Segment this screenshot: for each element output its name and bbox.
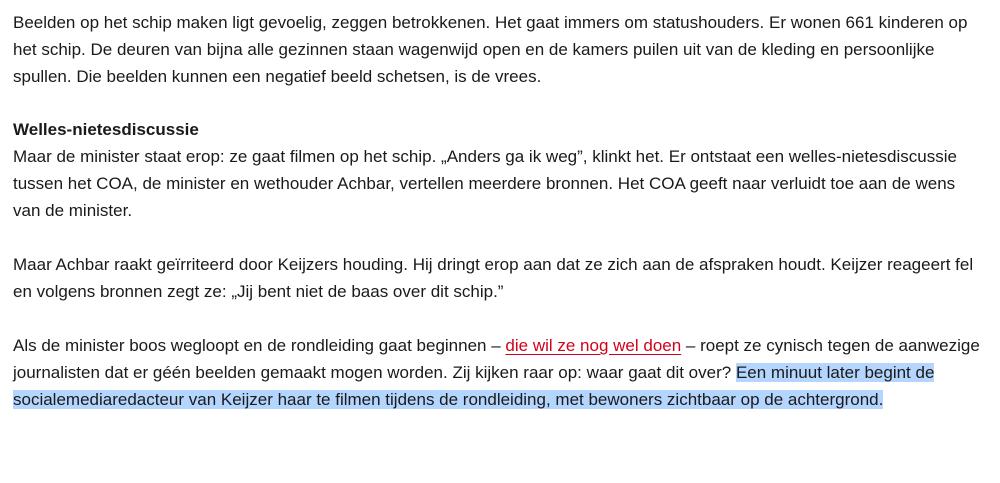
intro-paragraph: Beelden op het schip maken ligt gevoelig, zeggen betrokkenen. Het gaat immers om statushouders. Er wonen 661 kinderen op het schip. De deuren van bijna alle gezinnen staan wagenwijd open en de kamers puilen uit van de kleding en persoonlijke spullen. Die beelden kunnen een negatief beeld schetsen, is de vrees. xyxy=(13,13,968,86)
paragraph-3: Maar Achbar raakt geïrriteerd door Keijzers houding. Hij dringt erop aan dat ze zich aan de afspraken houdt. Keijzer reageert fel en volgens bronnen zegt ze: „Jij bent niet de baas over dit schip.” xyxy=(13,255,974,301)
paragraph-2: Maar de minister staat erop: ze gaat filmen op het schip. „Anders ga ik weg”, klinkt het. Er ontstaat een welles-nietesdiscussie tussen het COA, de minister en wethouder Achbar, vertellen meerdere bronnen. Het COA geeft naar verluidt toe aan de wens van de minister. xyxy=(13,147,957,220)
inline-article-link[interactable]: die wil ze nog wel doen xyxy=(505,336,682,355)
paragraph-4 xyxy=(13,332,986,413)
selected-text-highlight[interactable]: Een minuut later begint de socialemediaredacteur van Keijzer haar te filmen tijdens de rondleiding, met bewoners zichtbaar op de achtergrond. xyxy=(13,363,935,409)
paragraph-4-before-link: Als de minister boos wegloopt en de rondleiding gaat beginnen – xyxy=(13,336,506,355)
section-heading: Welles-nietesdiscussie xyxy=(13,120,199,139)
paragraph-4-after-link: – roept ze cynisch tegen de aanwezige journalisten dat er géén beelden gemaakt mogen worden. Zij kijken raar op: waar gaat dit over? xyxy=(13,336,980,382)
